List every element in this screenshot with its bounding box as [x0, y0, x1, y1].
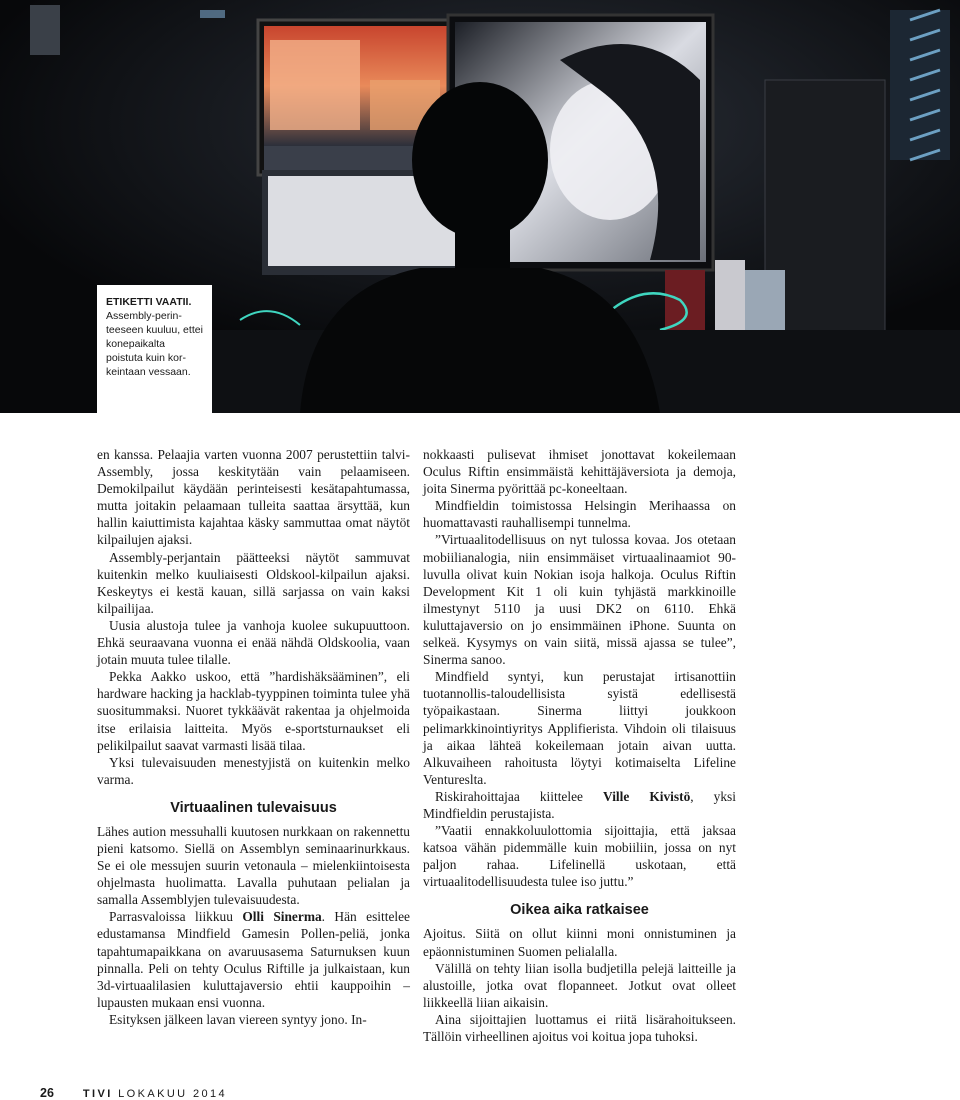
article-paragraph: Ajoitus. Siitä on ollut kiinni moni onnistuminen ja epäonnistuminen Suomen pelialalla.: [423, 926, 736, 959]
section-heading: Virtuaalinen tulevaisuus: [170, 799, 337, 816]
photo-caption: [97, 285, 212, 413]
article-paragraph: nokkaasti pulisevat ihmiset jonottavat kokeilemaan Oculus Riftin ensimmäistä kehittäjäversiota ja demoja, joita Sinerma pyörittää pc-koneeltaan.: [423, 447, 736, 497]
issue-date: LOKAKUU 2014: [118, 1088, 228, 1100]
article-paragraph: en kanssa. Pelaajia varten vuonna 2007 perustettiin talvi-Assembly, jossa keskitytään vain pelaamiseen. Demokilpailut käydään perinteisesti kesätapahtumassa, mutta joitakin pelaamaan tulleita saattaa ärsyttää, kun hallin kaiuttimista kajahtaa käsky sammuttaa omat näytöt kilpailujen ajaksi.: [97, 447, 410, 548]
article-paragraph: Mindfield syntyi, kun perustajat irtisanottiin tuotannollis-taloudellisista syistä edellisestä työpaikastaan. Sinerma liittyi joukkoon pelimarkkinointiyritys Applifierista. Vihdoin oli tilaisuus ja aikaa lähteä kokeilemaan jotain aivan uutta. Alkuvaiheen rahoitusta löytyi kotimaiselta Lifeline Ventureslta.: [423, 669, 736, 787]
magazine-masthead: [83, 1088, 227, 1100]
paragraph-text: , yksi Mindfieldin perustajista.: [423, 788, 736, 821]
hero-photo: [0, 0, 960, 413]
article-paragraph: Assembly-perjantain päätteeksi näytöt sammuvat kuitenkin melko kuuliaisesti Oldskool-kilpailun ajaksi. Keskeytys ei kestä kauan, sillä sarjassa on vain kaksi kilpailijaa.: [97, 549, 410, 616]
section-heading: Oikea aika ratkaisee: [510, 902, 649, 919]
article-paragraph: Mindfieldin toimistossa Helsingin Merihaassa on huomattavasti rauhallisempi tunnelma.: [423, 498, 736, 531]
paragraph-lead: Riskirahoittajaa kiittelee: [435, 788, 604, 804]
page-number: 26: [40, 1086, 54, 1100]
article-paragraph: Uusia alustoja tulee ja vanhoja kuolee sukupuuttoon. Ehkä seuraavana vuonna ei enää nähdä Oldskoolia, vaan jotain muuta tulee tilalle.: [97, 617, 410, 668]
person-name: Olli Sinerma: [242, 909, 322, 925]
article-paragraph: Aina sijoittajien luottamus ei riitä lisärahoitukseen. Tällöin virheellinen ajoitus voi koitua jopa tuhoksi.: [423, 1011, 736, 1044]
article-paragraph: [423, 788, 736, 822]
person-name: Ville Kivistö: [603, 788, 691, 804]
magazine-name: TIVI: [82, 1088, 113, 1100]
article-paragraph: ”Virtuaalitodellisuus on nyt tulossa kovaa. Jos otetaan mobiilianalogia, niin ensimmäiset virtuaalinaamiot 90-luvulla olivat kuin Nokian isoja halkoja. Oculus Riftin Development Kit 1 oli kuin tyhjästä markkinoille ilmestynyt 5110 ja uusi DK2 on 6110. Ehkä kuluttajaversio on jo ensimmäinen iPhone. Suunta on selkeä. Kysymys on vain siitä, missä ajassa se tulee”, Sinerma sanoo.: [423, 532, 736, 668]
caption-text: Assembly-perin-teeseen kuuluu, ettei konepaikalta poistuta kuin kor-keintaan vessaan.: [106, 310, 203, 378]
paragraph-text: . Hän esittelee edustamansa Mindfield Gamesin Pollen-peliä, jonka tapahtumapaikkana on avaruusasema Saturnuksen kuun pinnalla. Peli on tehty Oculus Riftille ja julkaistaan, kun 3d-virtuaalilasien kuluttajaversio ehtii kauppoihin – lupausten mukaan ensi vuonna.: [97, 909, 410, 1010]
right-column: [423, 446, 736, 1045]
article-paragraph: Välillä on tehty liian isolla budjetilla pelejä laitteille ja alustoille, jotka ovat flopanneet. Jotkut ovat olleet liikkeellä liian aikaisin.: [423, 960, 736, 1010]
article-paragraph: Yksi tulevaisuuden menestyjistä on kuitenkin melko varma.: [97, 754, 410, 787]
paragraph-lead: Parrasvaloissa liikkuu: [109, 909, 243, 925]
article-paragraph: ”Vaatii ennakkoluulottomia sijoittajia, että jaksaa katsoa vähän pidemmälle kuin mobiiliin, jossa on nyt paljon rahaa. Lifelinellä uskotaan, että virtuaalitodellisuudesta tulee iso juttu.”: [423, 823, 736, 890]
caption-title: ETIKETTI VAATII.: [106, 296, 192, 308]
page-footer: [40, 1086, 227, 1100]
article-paragraph: [97, 908, 410, 1011]
article-paragraph: Esityksen jälkeen lavan viereen syntyy jono. In-: [109, 1011, 367, 1027]
article-paragraph: Lähes aution messuhalli kuutosen nurkkaan on rakennettu pieni katsomo. Siellä on Assemblyn seminaarinurkkaus. Se ei ole messujen suurin vetonaula – mielenkiintoisesta ohjelmasta huolimatta. Lavalla puhutaan pelialan ja samalla Assemblyjen tulevaisuudesta.: [97, 823, 410, 908]
article-paragraph: Pekka Aakko uskoo, että ”hardishäksääminen”, eli hardware hacking ja hacklab-tyyppinen toiminta tulee yhä suositummaksi. Nuoret tykkäävät rakentaa ja ohjelmoida itse erilaisia laitteita. Myös e-sportsturnaukset eli pelikilpailut saavat varmasti lisää tilaa.: [97, 669, 410, 753]
left-column: [97, 446, 410, 1028]
